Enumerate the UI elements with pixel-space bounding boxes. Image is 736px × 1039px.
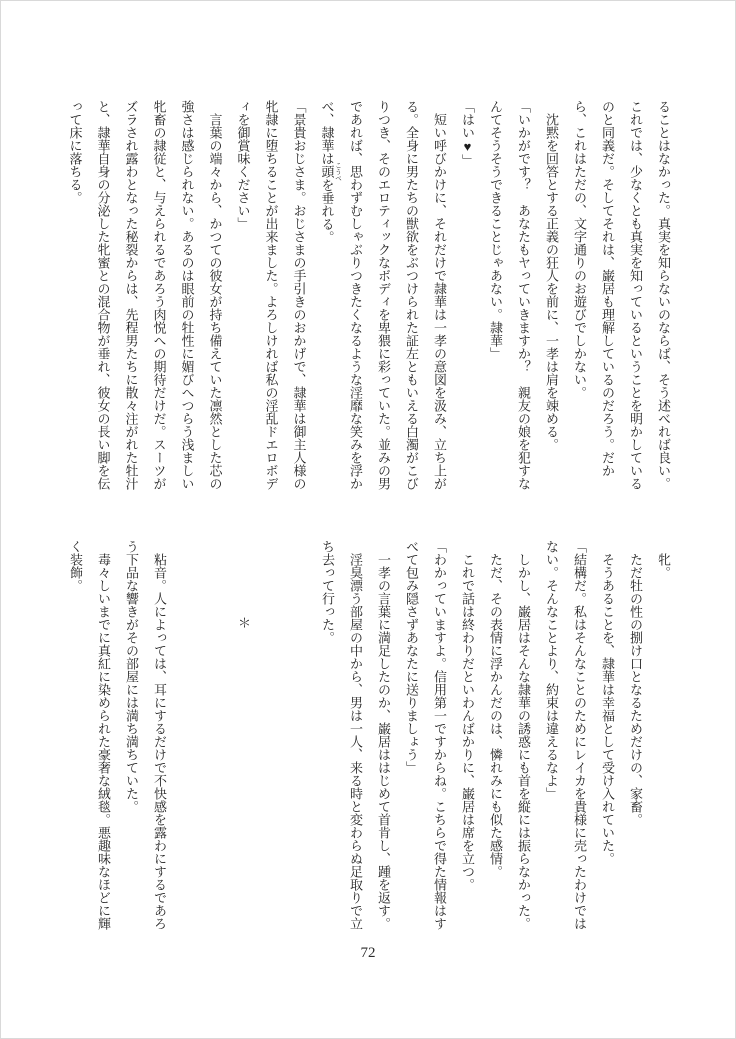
text-line: う下品な響きがその部屋には満ち満ちていた。 — [124, 540, 139, 813]
text-line: 短い呼びかけに、それだけで隷華は一孝の意図を汲み、立ち上が — [432, 113, 447, 490]
text-line: ることはなかった。真実を知らないのならば、そう述べれば良い。 — [656, 100, 671, 490]
text-line: 毒々しいまでに真紅に染められた豪奢な絨毯。悪趣味なほどに輝 — [96, 553, 111, 930]
lower-text-block — [61, 540, 677, 936]
text-line: りつき、そのエロティックなボディを卑猥に彩っていた。並みの男 — [376, 100, 391, 490]
text-line: って床に落ちる。 — [67, 100, 83, 204]
text-line: 言葉の端々から、かつての彼女が持ち備えていた凛然とした芯の — [207, 113, 223, 490]
text-line: ない。そんなことより、約束は違えるなよ」 — [544, 540, 559, 800]
text-line: これで話は終わりだといわんばかりに、巌居は席を立つ。 — [460, 553, 475, 891]
text-line: く装飾。 — [68, 540, 83, 592]
text-line: のと同義だ。そしてそれは、巌居も理解しているのだろう。だか — [600, 100, 615, 477]
upper-text-block — [61, 100, 678, 496]
text-line: 粘音。人によっては、耳にするだけで不快感を露わにするであろ — [152, 553, 167, 930]
text-line: しかし、巌居はそんな隷華の誘惑にも首を縦には振らなかった。 — [516, 553, 531, 930]
ruby-annotation: 頭 こうべ — [319, 162, 341, 182]
text-line: ら、これはただの、文字通りのお遊びでしかない。 — [572, 100, 587, 399]
text-line: 「はい♥」 — [460, 100, 475, 167]
blank-line — [201, 540, 229, 936]
blank-line — [257, 540, 285, 936]
section-break-asterisk: ＊ — [236, 616, 251, 629]
text-line: べて包み隠さずあなたに送りましょう」 — [404, 540, 419, 774]
text-line: と、隷華自身の分泌した牝蜜との混合物が垂れ、彼女の長い脚を伝 — [95, 100, 111, 490]
text-line: 牝。 — [656, 553, 671, 579]
text-line: 牝畜の隷従と、与えられるであろう肉悦への期待だけだ。スーツが — [151, 100, 167, 490]
text-line: 「景貴おじさま。おじさまの手引きのおかげで、隷華は御主人様の — [291, 100, 307, 490]
text-line: 「結構だ。私はそんなことのためにレイカを貴様に売ったわけでは — [572, 540, 587, 930]
text-line: そうあることを、隷華は幸福として受け入れていた。 — [600, 553, 615, 865]
text-line: であれば、思わずむしゃぶりつきたくなるような淫靡な笑みを浮か — [348, 100, 363, 490]
text-line: ズラされ露わとなった秘裂からは、先程男たちに散々注がれた牡汁 — [123, 100, 139, 490]
page-number: 72 — [360, 945, 376, 961]
text-line: んてそうそうできることじゃあない。隷華」 — [488, 100, 503, 360]
text-line: ィを御賞味ください」 — [235, 100, 251, 230]
text-line: べ、隷華は頭 こうべを垂れる。 — [319, 100, 341, 244]
blank-line — [285, 540, 313, 936]
text-line: ただ牡の性の捌け口となるためだけの、家畜。 — [628, 553, 643, 826]
text-line: 一孝の言葉に満足したのか、巌居ははじめて首肯し、踵を返す。 — [376, 553, 391, 930]
text-line: これでは、少なくとも真実を知っているということを明かしている — [628, 100, 643, 490]
text-line: 牝隷に堕ちることが出来ました。よろしければ私の淫乱ドエロボデ — [263, 100, 279, 490]
text-line: 強さは感じられない。あるのは眼前の牡性に媚びへつらう浅ましい — [179, 100, 195, 490]
text-line: 「わかっていますよ。信用第一ですからね。こちらで得た情報はす — [432, 540, 447, 930]
text-line: ち去って行った。 — [320, 540, 335, 644]
text-line: 「いかがです？ あなたもヤっていきますか？ 親友の娘を犯すな — [516, 100, 531, 490]
blank-line — [173, 540, 201, 936]
text-line: ただ、その表情に浮かんだのは、憐れみにも似た感情。 — [488, 553, 503, 878]
text-line: 沈黙を回答とする正義の狂人を前に、一孝は肩を竦める。 — [544, 113, 559, 451]
text-line: 淫臭漂う部屋の中から、男は一人、来る時と変わらぬ足取りで立 — [348, 553, 363, 930]
text-line: る。全身に男たちの獣欲をぶつけられた証左ともいえる白濁がこび — [404, 100, 419, 490]
